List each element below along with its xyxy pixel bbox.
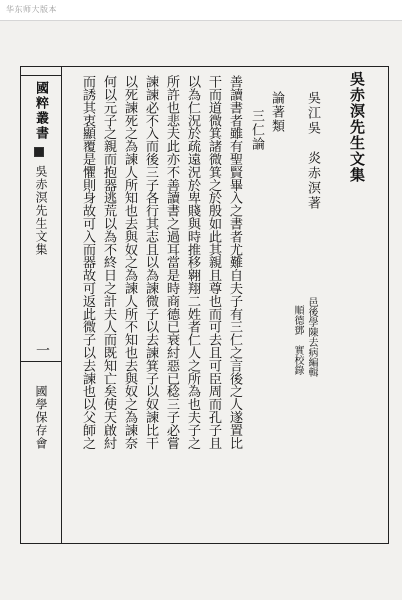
- text-column-7: 何以元子之親而抱器逃荒以為不終日之計夫人而既知亡矣使天啟紂: [101, 75, 116, 450]
- book-subtitle: 吳赤溟先生文集: [34, 165, 48, 256]
- sidebar-border: [61, 67, 62, 543]
- series-marker: [34, 147, 44, 157]
- text-column-6: 以死諫死之為諫人所知也去與奴之為諫人所不知也去與奴之為諫奈: [122, 75, 137, 450]
- sidebar-divider-top: [21, 75, 61, 76]
- text-column-5: 諫諫必不入而後三子各行其志且以為諫微子以去諫箕子以奴諫比干: [143, 75, 158, 450]
- essay-title: 三仁論: [249, 109, 264, 151]
- page-number: 一: [34, 343, 50, 357]
- text-column-8: 而誘其衷顯覆是懼則身故可入而器故可返此微子以去諫也以父師之: [80, 75, 95, 450]
- editor-note-2: 順德鄧 實校錄: [292, 305, 303, 375]
- text-column-4: 所許也悲夫此亦不善讀書之過耳當是時商德已衰紂惡已稔三子必嘗: [164, 75, 179, 450]
- section-heading: 論著類: [269, 91, 284, 133]
- watermark-text: 华东师大版本: [6, 5, 57, 14]
- author-line: 吳江吳 炎赤溟著: [305, 91, 320, 211]
- publisher-name: 國學保存會: [34, 385, 48, 450]
- text-column-3: 以為仁況於疏遠況於卑賤與時推移翱翔二姓者仁人之所為也夫子之: [185, 75, 200, 450]
- sidebar-divider-bottom: [21, 361, 61, 362]
- text-column-1: 善讀書者雖有聖賢畢入之書者尤難自夫子有三仁之言後之人遂置比: [227, 75, 242, 450]
- series-title: 國粹叢書: [33, 81, 48, 141]
- top-bar: [0, 0, 402, 21]
- editor-note-1: 邑後學陳去病編輯: [306, 297, 317, 377]
- text-column-2: 干而道微箕諸微箕之於殷如此其親且尊也而可去且可臣周而孔子且: [206, 75, 221, 450]
- collection-title: 吳赤溟先生文集: [348, 71, 366, 183]
- book-page: [20, 66, 389, 544]
